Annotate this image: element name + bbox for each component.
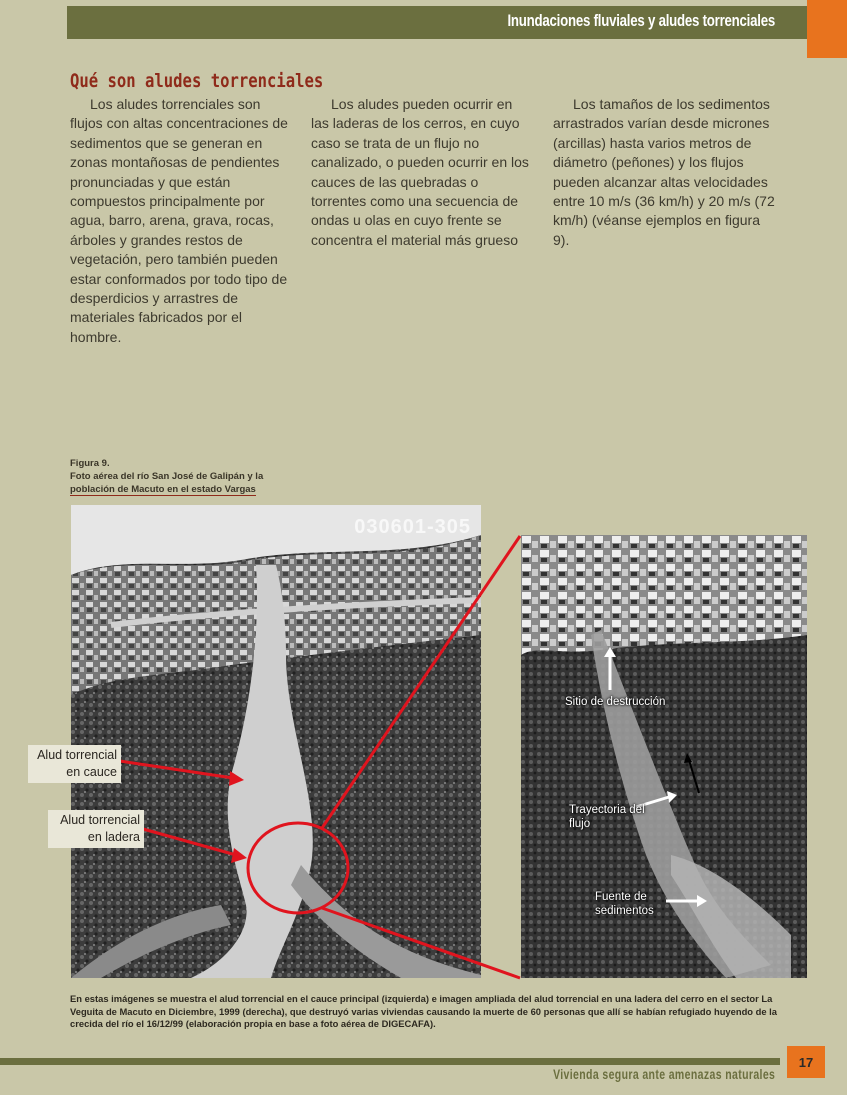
- arrow-ladera: [136, 827, 236, 855]
- callout-alud-cauce: Alud torrencial en cauce: [28, 745, 121, 783]
- figure-caption: En estas imágenes se muestra el alud torrencial en el cauce principal (izquierda) e imagen ampliada del alud torrencial en una ladera del cerro en el sector La Veguita de Macuto en Diciembre, 1999 (derecha), que destruyó varias viviendas causando la muerte de 60 personas que allí se habían refugiado huyendo de la crecida del río el 16/12/99 (elaboración propia en base a foto aérea de DIGECAFA).: [70, 993, 778, 1029]
- figure-title-line-1: Foto aérea del río San José de Galipán y la: [70, 471, 264, 482]
- page-number: 17: [787, 1046, 825, 1078]
- highlight-circle: [248, 823, 348, 913]
- arrow-ladera-head: [231, 848, 247, 863]
- paragraph-3: Los tamaños de los sedimentos arrastrados varían desde micrones (arcillas) hasta varios metros de diámetro (peñones) y los flujos pueden alcanzar altas velocidades entre 10 m/s (36 km/h) y 20 m/s (72 km/h) (véanse ejemplos en figura 9).: [553, 96, 775, 248]
- photo-number: 030601-305: [354, 516, 471, 538]
- header-title: Inundaciones fluviales y aludes torrenciales: [507, 11, 775, 30]
- section-title: Qué son aludes torrenciales: [70, 70, 324, 92]
- arrow-cauce: [113, 760, 233, 778]
- figure-title-line-2: población de Macuto en el estado Vargas: [70, 484, 256, 495]
- footer-text: Vivienda segura ante amenazas naturales: [552, 1066, 775, 1082]
- paragraph-2: Los aludes pueden ocurrir en las laderas de los cerros, en cuyo caso se trata de un flujo no canalizado, o pueden ocurrir en los cauces de las quebradas o torrentes como una secuencia de ondas u olas en cuyo frente se concentra el material más grueso: [311, 96, 529, 248]
- label-trayectoria-flujo: Trayectoria del flujo: [569, 804, 645, 830]
- zoom-line-top: [322, 536, 520, 828]
- figure-number: Figura 9.: [70, 458, 110, 469]
- label-sitio-destruccion: Sitio de destrucción: [565, 696, 666, 708]
- paragraph-1: Los aludes torrenciales son flujos con altas concentraciones de sedimentos que se generan en zonas montañosas de pendientes pronunciadas y que están compuestos principalmente por agua, barro, arena, grava, rocas, árboles y grandes restos de vegetación, pero también pueden estar conformados por todo tipo de desperdicios y arrastres de materiales fabricados por el hombre.: [70, 96, 288, 345]
- callout-alud-ladera: Alud torrencial en ladera: [48, 810, 144, 848]
- footer-line: [0, 1058, 780, 1065]
- zoom-line-bottom: [322, 908, 520, 978]
- label-fuente-sedimentos: Fuente de sedimentos: [595, 891, 654, 917]
- arrow-cauce-head: [229, 771, 244, 786]
